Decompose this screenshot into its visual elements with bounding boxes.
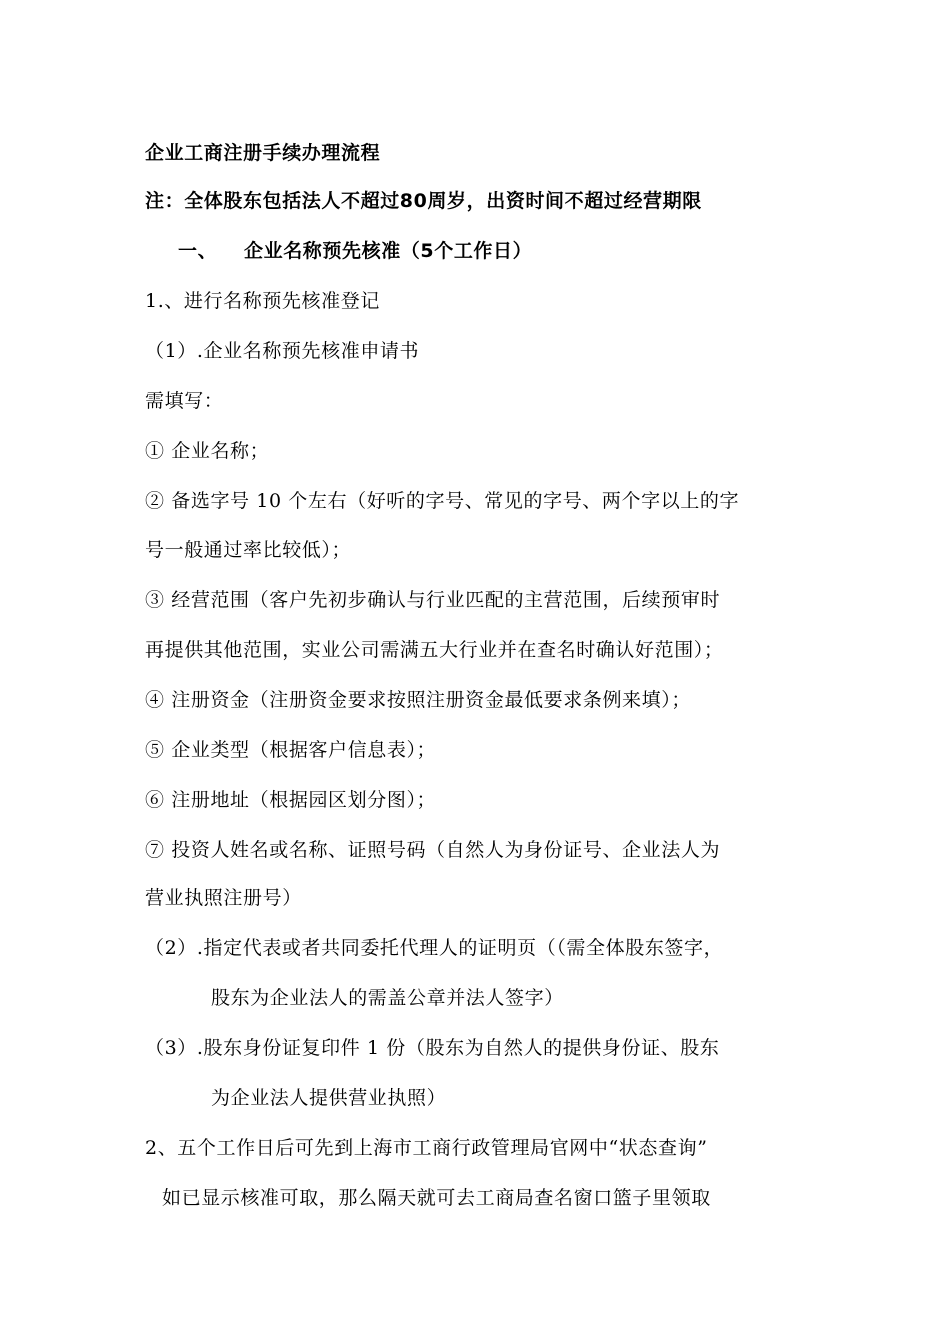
section-number: 一、: [178, 240, 218, 262]
age-note: 注：全体股东包括法人不超过80周岁，出资时间不超过经营期限: [145, 190, 702, 212]
list-item: ④ 注册资金（注册资金要求按照注册资金最低要求条例来填）；: [145, 689, 691, 711]
list-item: ⑤ 企业类型（根据客户信息表）；: [145, 739, 437, 761]
list-item-continued: 营业执照注册号）: [145, 887, 302, 909]
section-heading: [178, 239, 532, 263]
step-1-3-continued: 为企业法人提供营业执照）: [211, 1087, 447, 1109]
step-2: 2、五个工作日后可先到上海市工商行政管理局官网中“状态查询”: [145, 1137, 708, 1159]
list-item: ② 备选字号 10 个左右（好听的字号、常见的字号、两个字以上的字: [145, 490, 740, 512]
step-1-2: （2）.指定代表或者共同委托代理人的证明页（（需全体股东签字，: [145, 937, 724, 959]
list-item-continued: 再提供其他范围，实业公司需满五大行业并在查名时确认好范围）；: [145, 639, 724, 661]
step-2-continued: 如已显示核准可取，那么隔天就可去工商局查名窗口篮子里领取: [162, 1187, 711, 1209]
list-item: ③ 经营范围（客户先初步确认与行业匹配的主营范围，后续预审时: [145, 589, 721, 611]
step-1-3: （3）.股东身份证复印件 1 份（股东为自然人的提供身份证、股东: [145, 1037, 720, 1059]
list-item: ① 企业名称；: [145, 440, 270, 462]
list-item: ⑦ 投资人姓名或名称、证照号码（自然人为身份证号、企业法人为: [145, 839, 721, 861]
section-title: 企业名称预先核准（5个工作日）: [244, 240, 533, 262]
document-title: 企业工商注册手续办理流程: [145, 142, 381, 164]
step-1-1: （1）.企业名称预先核准申请书: [145, 340, 420, 362]
list-item: ⑥ 注册地址（根据园区划分图）；: [145, 789, 437, 811]
fill-label: 需填写：: [145, 390, 224, 412]
step-1: 1.、进行名称预先核准登记: [145, 290, 380, 312]
list-item-continued: 号一般通过率比较低）；: [145, 539, 352, 561]
step-1-2-continued: 股东为企业法人的需盖公章并法人签字）: [211, 987, 564, 1009]
